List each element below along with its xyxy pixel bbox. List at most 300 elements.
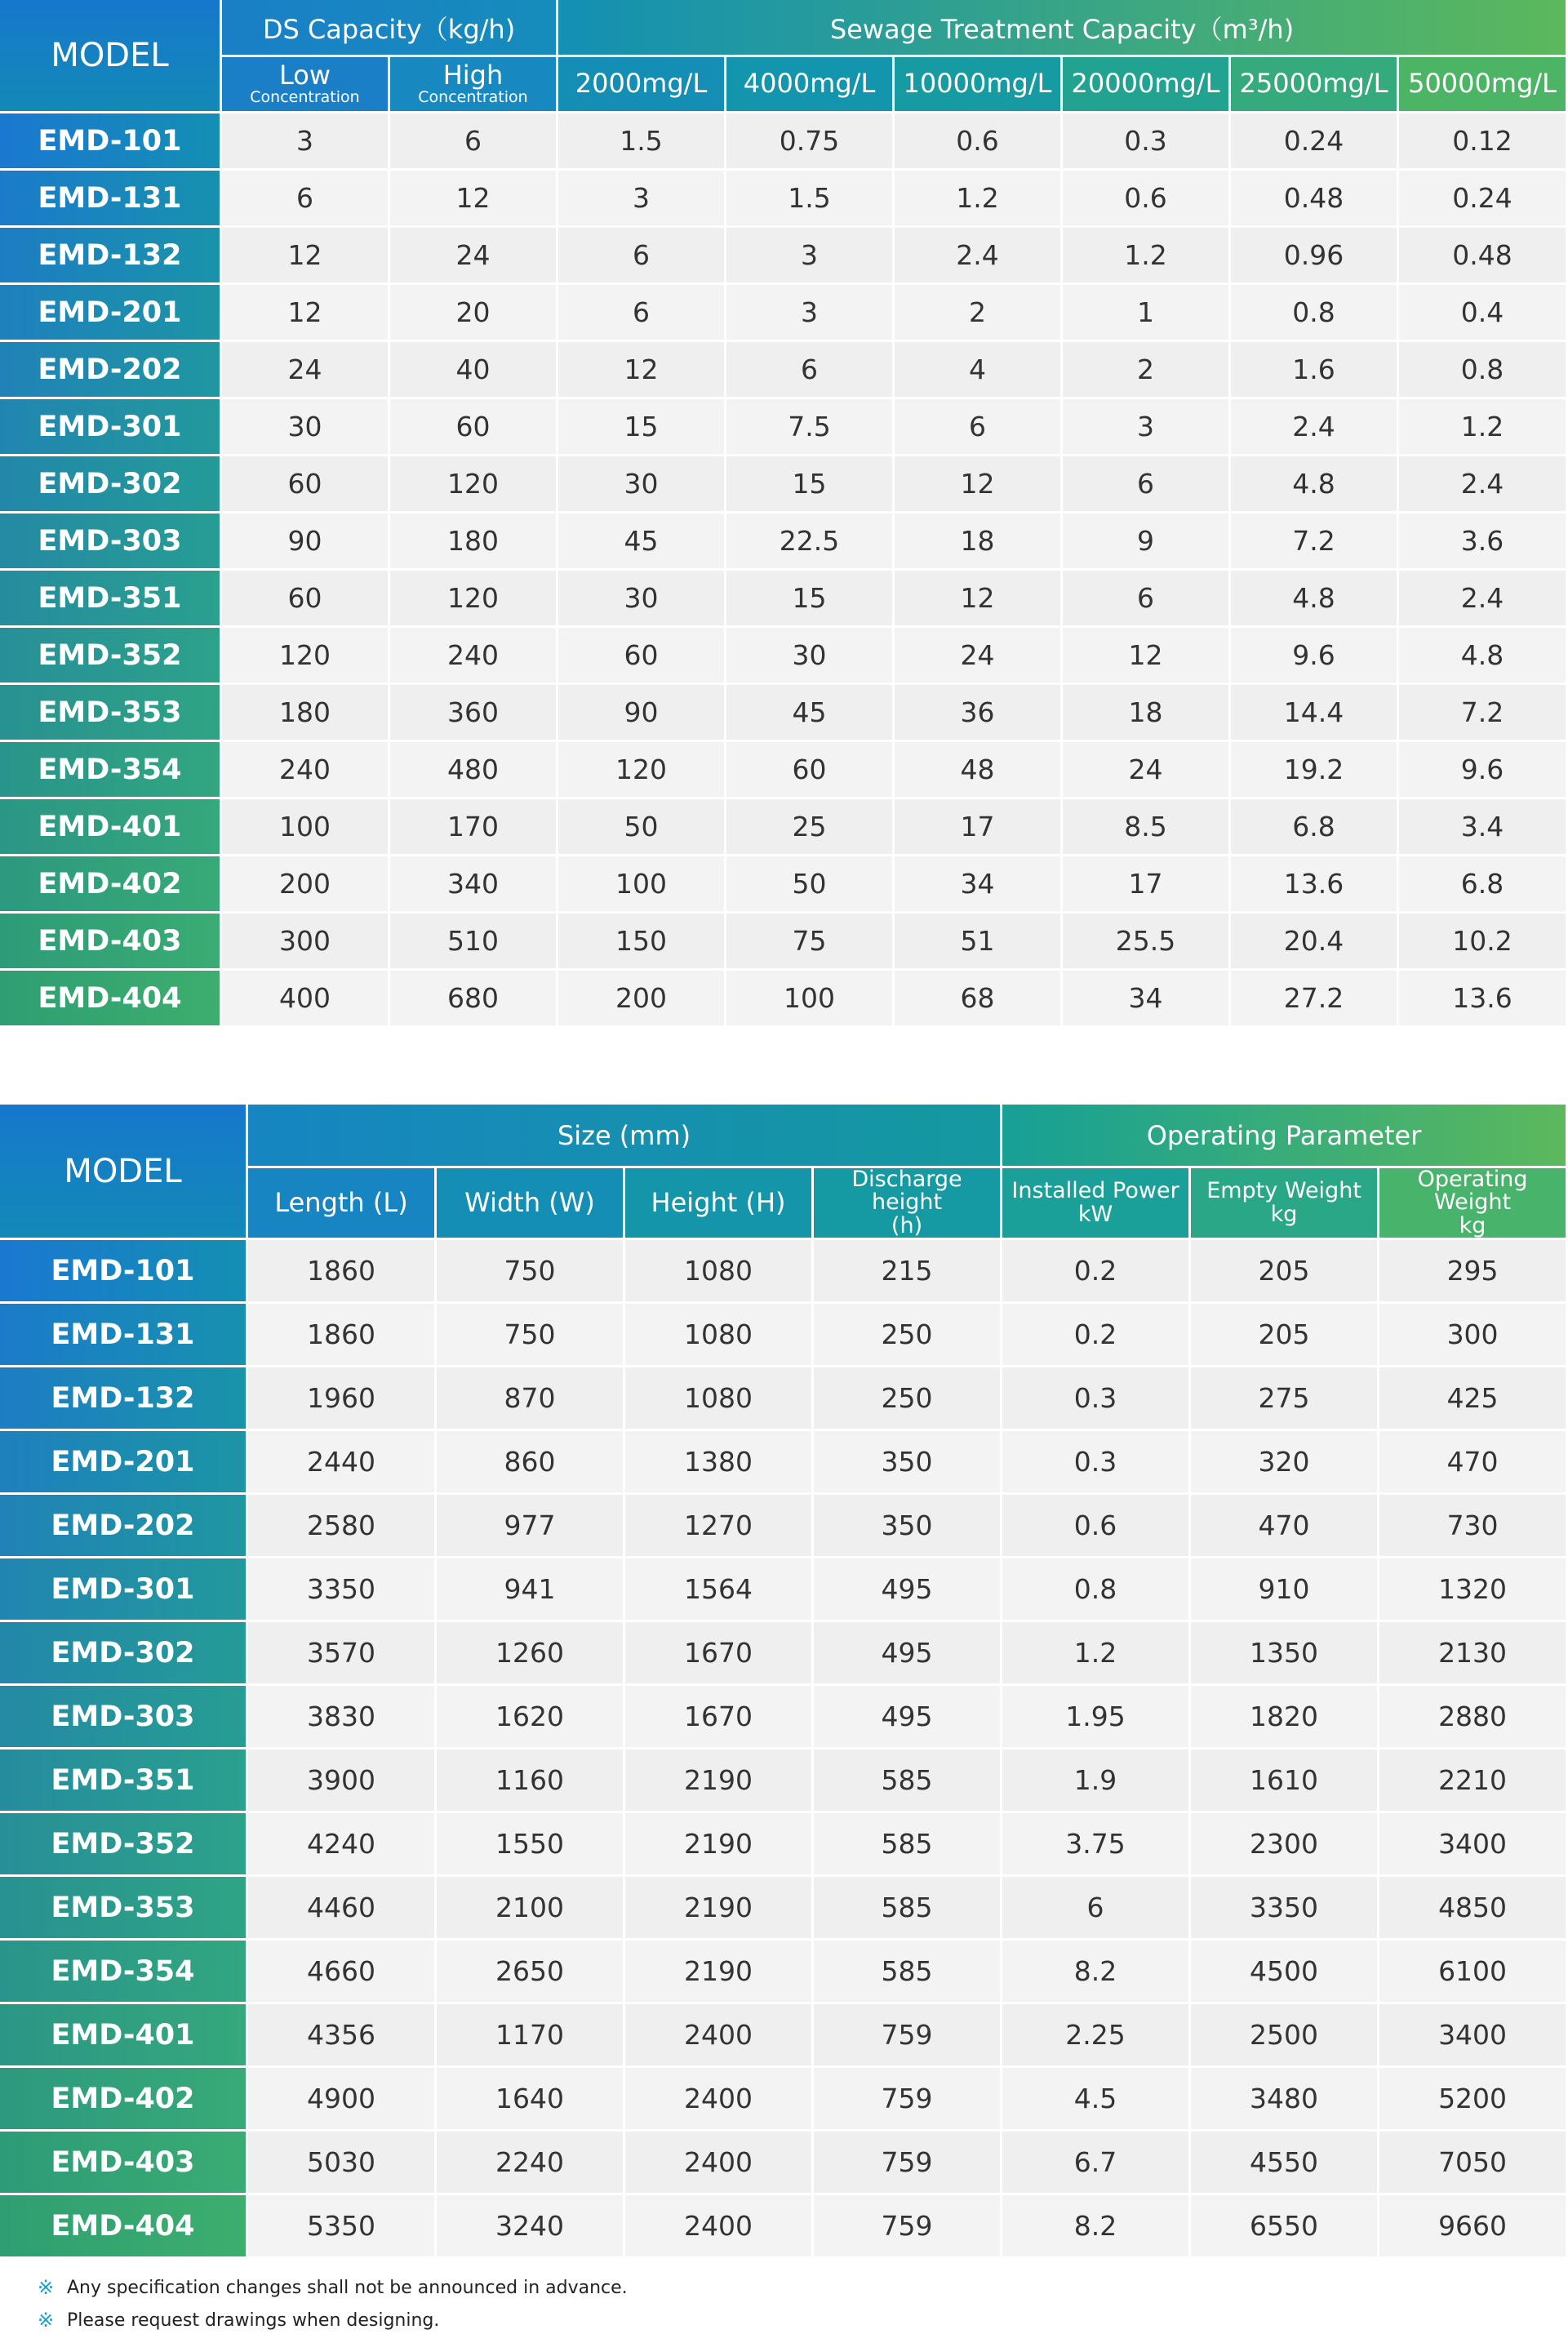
capacity-subheader-row [0,57,1568,113]
value-cell: 1640 [437,2068,625,2132]
table-row [0,2195,1568,2259]
value-cell: 495 [814,1558,1002,1622]
value-cell: 30 [558,456,726,514]
value-cell: 3900 [248,1749,437,1813]
table-row [0,1877,1568,1941]
value-cell: 870 [437,1367,625,1431]
value-cell: 120 [558,742,726,799]
value-cell: 6.8 [1399,856,1568,914]
value-cell: 1820 [1191,1686,1379,1749]
ds-capacity-header: DS Capacity（kg/h) [222,0,558,57]
value-cell: 51 [895,914,1063,971]
value-cell: 3.75 [1002,1813,1191,1877]
value-cell: 1260 [437,1622,625,1686]
value-cell: 1860 [248,1240,437,1304]
model-cell: EMD-101 [0,113,222,171]
value-cell: 860 [437,1431,625,1495]
value-cell: 0.8 [1399,342,1568,399]
value-cell: 0.24 [1399,171,1568,228]
model-cell: EMD-201 [0,285,222,342]
value-cell: 120 [222,628,390,685]
value-cell: 0.75 [726,113,895,171]
model-cell: EMD-353 [0,685,222,742]
value-cell: 2400 [625,2132,814,2195]
value-cell: 0.8 [1002,1558,1191,1622]
value-cell: 3480 [1191,2068,1379,2132]
value-cell: 40 [390,342,558,399]
value-cell: 3570 [248,1622,437,1686]
value-cell: 3.6 [1399,514,1568,571]
value-cell: 24 [222,342,390,399]
value-cell: 1270 [625,1495,814,1558]
table-row [0,2132,1568,2195]
value-cell: 25.5 [1063,914,1231,971]
value-cell: 1160 [437,1749,625,1813]
model-cell: EMD-404 [0,2195,248,2259]
value-cell: 0.8 [1231,285,1399,342]
model-cell: EMD-404 [0,971,222,1028]
table-row [0,1686,1568,1749]
value-cell: 68 [895,971,1063,1028]
value-cell: 1.2 [1399,399,1568,456]
model-header: MODEL [0,0,222,113]
value-cell: 27.2 [1231,971,1399,1028]
value-cell: 205 [1191,1304,1379,1367]
value-cell: 7.2 [1231,514,1399,571]
value-cell: 300 [1379,1304,1568,1367]
value-cell: 400 [222,971,390,1028]
footnote [36,2304,628,2336]
model-cell: EMD-131 [0,1304,248,1367]
model-cell: EMD-352 [0,628,222,685]
value-cell: 120 [390,456,558,514]
value-cell: 19.2 [1231,742,1399,799]
value-cell: 300 [222,914,390,971]
value-cell: 4500 [1191,1941,1379,2004]
value-cell: 0.6 [1002,1495,1191,1558]
table-row [0,113,1568,171]
model-cell: EMD-202 [0,1495,248,1558]
model-cell: EMD-132 [0,228,222,285]
ds-subheader-label: High [442,59,504,91]
value-cell: 13.6 [1399,971,1568,1028]
value-cell: 20 [390,285,558,342]
value-cell: 14.4 [1231,685,1399,742]
value-cell: 759 [814,2195,1002,2259]
value-cell: 1610 [1191,1749,1379,1813]
model-cell: EMD-402 [0,2068,248,2132]
value-cell: 585 [814,1813,1002,1877]
table-row [0,1622,1568,1686]
value-cell: 2.4 [1399,456,1568,514]
value-cell: 2880 [1379,1686,1568,1749]
value-cell: 0.6 [1063,171,1231,228]
value-cell: 20.4 [1231,914,1399,971]
value-cell: 2210 [1379,1749,1568,1813]
model-cell: EMD-302 [0,1622,248,1686]
table-row [0,285,1568,342]
value-cell: 680 [390,971,558,1028]
value-cell: 24 [895,628,1063,685]
model-cell: EMD-302 [0,456,222,514]
value-cell: 2.4 [1231,399,1399,456]
value-cell: 150 [558,914,726,971]
model-cell: EMD-202 [0,342,222,399]
table-row [0,1558,1568,1622]
model-cell: EMD-303 [0,1686,248,1749]
capacity-table [0,0,1568,1028]
value-cell: 0.48 [1399,228,1568,285]
size-header: Size (mm) [248,1105,1002,1168]
value-cell: 3 [726,285,895,342]
value-cell: 9.6 [1399,742,1568,799]
subheader-label: Installed Power [1011,1178,1179,1204]
table-row [0,399,1568,456]
model-header: MODEL [0,1105,248,1240]
value-cell: 45 [558,514,726,571]
value-cell: 6 [390,113,558,171]
value-cell: 941 [437,1558,625,1622]
value-cell: 12 [1063,628,1231,685]
table-row [0,571,1568,628]
operating-parameter-header: Operating Parameter [1002,1105,1568,1168]
size-subheader: Width (W) [437,1168,625,1240]
value-cell: 295 [1379,1240,1568,1304]
value-cell: 18 [1063,685,1231,742]
ds-subheader [222,57,390,113]
table-row [0,2004,1568,2068]
value-cell: 250 [814,1367,1002,1431]
model-cell: EMD-131 [0,171,222,228]
value-cell: 18 [895,514,1063,571]
table-row [0,1367,1568,1431]
table-row [0,1495,1568,1558]
value-cell: 12 [895,571,1063,628]
model-cell: EMD-301 [0,399,222,456]
value-cell: 180 [390,514,558,571]
ds-subheader-label: Low [278,59,331,91]
value-cell: 90 [558,685,726,742]
value-cell: 2240 [437,2132,625,2195]
table-row [0,971,1568,1028]
size-subheader: Length (L) [248,1168,437,1240]
value-cell: 240 [222,742,390,799]
value-cell: 6.8 [1231,799,1399,856]
value-cell: 24 [1063,742,1231,799]
table-row [0,856,1568,914]
value-cell: 350 [814,1431,1002,1495]
value-cell: 3400 [1379,1813,1568,1877]
value-cell: 200 [222,856,390,914]
value-cell: 8.2 [1002,1941,1191,2004]
value-cell: 1550 [437,1813,625,1877]
value-cell: 495 [814,1686,1002,1749]
value-cell: 6 [558,228,726,285]
value-cell: 1.2 [1002,1622,1191,1686]
model-cell: EMD-354 [0,742,222,799]
value-cell: 48 [895,742,1063,799]
value-cell: 1.95 [1002,1686,1191,1749]
value-cell: 3350 [248,1558,437,1622]
value-cell: 25 [726,799,895,856]
subheader-label: Discharge height [851,1168,962,1216]
value-cell: 2.4 [1399,571,1568,628]
value-cell: 510 [390,914,558,971]
value-cell: 2.25 [1002,2004,1191,2068]
model-cell: EMD-101 [0,1240,248,1304]
value-cell: 2400 [625,2195,814,2259]
value-cell: 34 [895,856,1063,914]
model-cell: EMD-351 [0,571,222,628]
value-cell: 585 [814,1941,1002,2004]
value-cell: 1.5 [726,171,895,228]
model-cell: EMD-401 [0,799,222,856]
value-cell: 1080 [625,1367,814,1431]
value-cell: 275 [1191,1367,1379,1431]
value-cell: 4240 [248,1813,437,1877]
value-cell: 3.4 [1399,799,1568,856]
value-cell: 6 [558,285,726,342]
value-cell: 2400 [625,2068,814,2132]
value-cell: 4550 [1191,2132,1379,2195]
table-row [0,456,1568,514]
value-cell: 6 [895,399,1063,456]
value-cell: 2300 [1191,1813,1379,1877]
value-cell: 3 [558,171,726,228]
value-cell: 1170 [437,2004,625,2068]
value-cell: 1670 [625,1622,814,1686]
value-cell: 12 [222,285,390,342]
value-cell: 350 [814,1495,1002,1558]
subheader-unit: kg [1270,1201,1298,1227]
value-cell: 0.96 [1231,228,1399,285]
sewage-capacity-header: Sewage Treatment Capacity（m³/h) [558,0,1568,57]
table-row [0,742,1568,799]
value-cell: 0.2 [1002,1304,1191,1367]
footnote [36,2271,628,2304]
asterism-icon: ※ [37,2309,55,2332]
value-cell: 4900 [248,2068,437,2132]
size-table [0,1105,1568,2259]
footnote-text: Any specification changes shall not be announced in advance. [67,2277,628,2298]
subheader-unit: (h) [891,1212,923,1238]
value-cell: 6 [1063,571,1231,628]
value-cell: 15 [726,571,895,628]
value-cell: 30 [558,571,726,628]
value-cell: 5200 [1379,2068,1568,2132]
value-cell: 1080 [625,1304,814,1367]
value-cell: 5350 [248,2195,437,2259]
value-cell: 470 [1379,1431,1568,1495]
value-cell: 4660 [248,1941,437,2004]
value-cell: 1670 [625,1686,814,1749]
table-row [0,228,1568,285]
value-cell: 4 [895,342,1063,399]
value-cell: 1 [1063,285,1231,342]
table-row [0,799,1568,856]
value-cell: 215 [814,1240,1002,1304]
operating-subheader [1379,1168,1568,1240]
value-cell: 9.6 [1231,628,1399,685]
value-cell: 2 [895,285,1063,342]
value-cell: 1080 [625,1240,814,1304]
model-cell: EMD-132 [0,1367,248,1431]
value-cell: 100 [222,799,390,856]
value-cell: 2190 [625,1877,814,1941]
size-subheader: Height (H) [625,1168,814,1240]
value-cell: 1620 [437,1686,625,1749]
value-cell: 1564 [625,1558,814,1622]
value-cell: 12 [558,342,726,399]
value-cell: 6 [726,342,895,399]
value-cell: 2500 [1191,2004,1379,2068]
sewage-subheader: 10000mg/L [895,57,1063,113]
value-cell: 6100 [1379,1941,1568,2004]
value-cell: 90 [222,514,390,571]
table-row [0,171,1568,228]
value-cell: 3240 [437,2195,625,2259]
value-cell: 759 [814,2004,1002,2068]
footnotes [36,2271,628,2336]
value-cell: 0.48 [1231,171,1399,228]
value-cell: 3350 [1191,1877,1379,1941]
table-row [0,1240,1568,1304]
value-cell: 0.2 [1002,1240,1191,1304]
value-cell: 1.5 [558,113,726,171]
value-cell: 1.2 [1063,228,1231,285]
value-cell: 9660 [1379,2195,1568,2259]
value-cell: 4.8 [1231,456,1399,514]
value-cell: 8.2 [1002,2195,1191,2259]
value-cell: 3 [726,228,895,285]
table-row [0,2068,1568,2132]
value-cell: 1.6 [1231,342,1399,399]
value-cell: 0.3 [1063,113,1231,171]
value-cell: 750 [437,1240,625,1304]
value-cell: 4356 [248,2004,437,2068]
model-cell: EMD-354 [0,1941,248,2004]
ds-subheader [390,57,558,113]
model-cell: EMD-403 [0,914,222,971]
value-cell: 4.8 [1231,571,1399,628]
value-cell: 1.9 [1002,1749,1191,1813]
value-cell: 60 [726,742,895,799]
value-cell: 15 [558,399,726,456]
value-cell: 759 [814,2132,1002,2195]
value-cell: 100 [558,856,726,914]
ds-subheader-note: Concentration [250,88,360,107]
value-cell: 320 [1191,1431,1379,1495]
value-cell: 15 [726,456,895,514]
value-cell: 2190 [625,1941,814,2004]
value-cell: 6 [1002,1877,1191,1941]
value-cell: 170 [390,799,558,856]
value-cell: 12 [222,228,390,285]
value-cell: 3 [1063,399,1231,456]
value-cell: 60 [222,571,390,628]
value-cell: 2100 [437,1877,625,1941]
value-cell: 0.3 [1002,1431,1191,1495]
value-cell: 9 [1063,514,1231,571]
table-row [0,685,1568,742]
value-cell: 3400 [1379,2004,1568,2068]
value-cell: 2130 [1379,1622,1568,1686]
value-cell: 60 [222,456,390,514]
model-cell: EMD-303 [0,514,222,571]
value-cell: 2.4 [895,228,1063,285]
value-cell: 6 [1063,456,1231,514]
subheader-label: Operating Weight [1417,1168,1528,1216]
value-cell: 36 [895,685,1063,742]
value-cell: 340 [390,856,558,914]
value-cell: 3830 [248,1686,437,1749]
value-cell: 0.4 [1399,285,1568,342]
value-cell: 730 [1379,1495,1568,1558]
value-cell: 34 [1063,971,1231,1028]
value-cell: 7050 [1379,2132,1568,2195]
value-cell: 60 [558,628,726,685]
value-cell: 180 [222,685,390,742]
sewage-subheader: 20000mg/L [1063,57,1231,113]
sewage-subheader: 4000mg/L [726,57,895,113]
table-row [0,628,1568,685]
sewage-subheader: 2000mg/L [558,57,726,113]
value-cell: 2190 [625,1813,814,1877]
discharge-subheader [814,1168,1002,1240]
value-cell: 17 [1063,856,1231,914]
asterism-icon: ※ [37,2276,55,2299]
model-cell: EMD-353 [0,1877,248,1941]
value-cell: 425 [1379,1367,1568,1431]
model-cell: EMD-352 [0,1813,248,1877]
model-cell: EMD-351 [0,1749,248,1813]
subheader-unit: kg [1459,1212,1486,1238]
value-cell: 1960 [248,1367,437,1431]
value-cell: 1.2 [895,171,1063,228]
value-cell: 2190 [625,1749,814,1813]
value-cell: 3 [222,113,390,171]
value-cell: 6550 [1191,2195,1379,2259]
value-cell: 12 [895,456,1063,514]
value-cell: 24 [390,228,558,285]
sewage-subheader: 50000mg/L [1399,57,1568,113]
value-cell: 0.24 [1231,113,1399,171]
value-cell: 7.2 [1399,685,1568,742]
value-cell: 60 [390,399,558,456]
table-row [0,1304,1568,1367]
value-cell: 5030 [248,2132,437,2195]
table-row [0,1749,1568,1813]
value-cell: 977 [437,1495,625,1558]
value-cell: 0.6 [895,113,1063,171]
value-cell: 495 [814,1622,1002,1686]
value-cell: 360 [390,685,558,742]
value-cell: 585 [814,1877,1002,1941]
value-cell: 120 [390,571,558,628]
value-cell: 0.3 [1002,1367,1191,1431]
value-cell: 13.6 [1231,856,1399,914]
value-cell: 45 [726,685,895,742]
value-cell: 750 [437,1304,625,1367]
value-cell: 910 [1191,1558,1379,1622]
value-cell: 30 [222,399,390,456]
subheader-label: Empty Weight [1206,1178,1361,1204]
value-cell: 205 [1191,1240,1379,1304]
value-cell: 1860 [248,1304,437,1367]
model-cell: EMD-301 [0,1558,248,1622]
value-cell: 100 [726,971,895,1028]
value-cell: 1380 [625,1431,814,1495]
